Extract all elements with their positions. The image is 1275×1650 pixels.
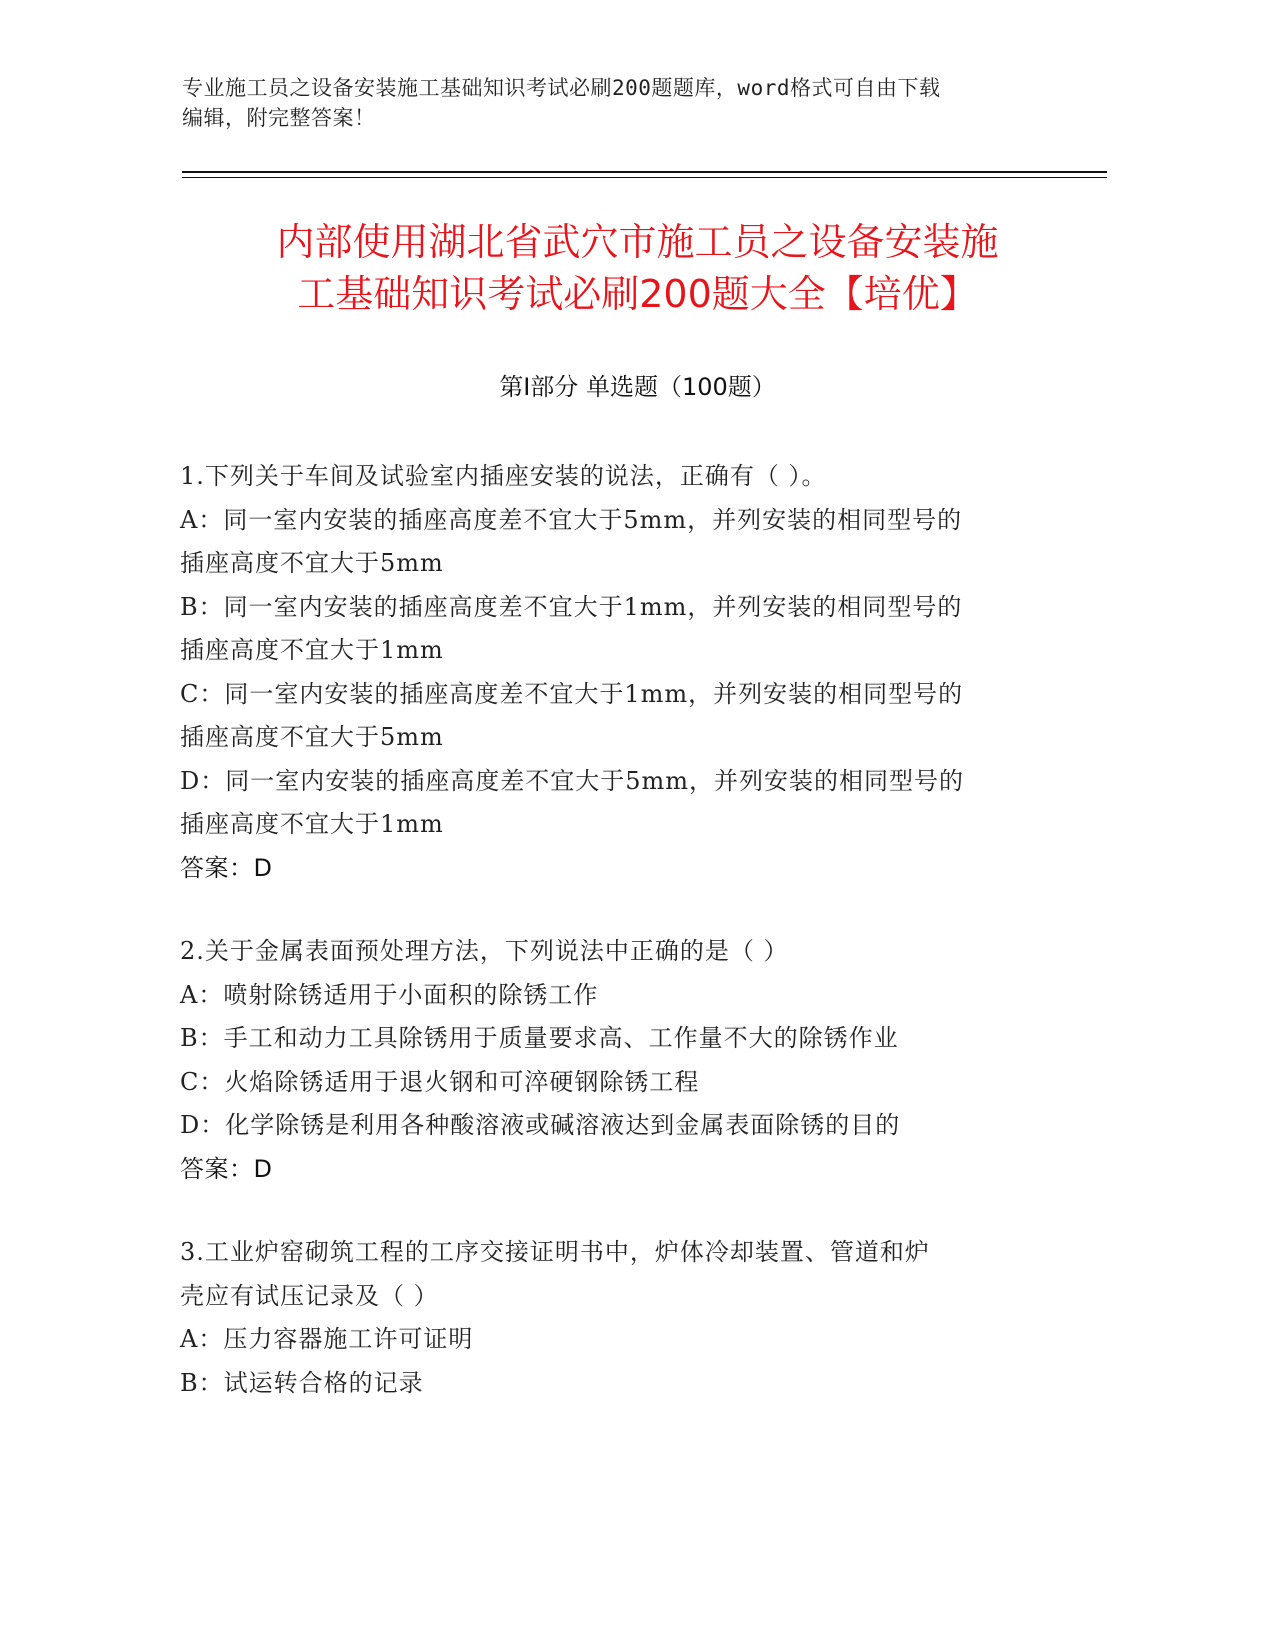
question-2-answer: 答案：D bbox=[180, 1154, 273, 1183]
question-1-answer: 答案：D bbox=[180, 853, 273, 882]
option-line: 插座高度不宜大于1mm bbox=[180, 810, 444, 838]
option-line: 插座高度不宜大于5mm bbox=[180, 549, 444, 577]
option-line: C：同一室内安装的插座高度差不宜大于1mm，并列安装的相同型号的 bbox=[180, 679, 964, 708]
header-note bbox=[182, 73, 1042, 133]
question-2-stem: 2.关于金属表面预处理方法，下列说法中正确的是（ ） bbox=[180, 937, 789, 965]
question-2 bbox=[180, 930, 1040, 1191]
question-3 bbox=[180, 1231, 1040, 1405]
question-3-option-b: B：试运转合格的记录 bbox=[180, 1368, 424, 1397]
question-3-stem-line-2: 壳应有试压记录及（ ） bbox=[180, 1281, 439, 1310]
question-1-option-d bbox=[180, 760, 1040, 847]
question-1-option-a bbox=[180, 499, 1040, 586]
document-title bbox=[182, 216, 1093, 320]
header-note-line-1: 专业施工员之设备安装施工基础知识考试必刷200题题库，word格式可自由下载 bbox=[182, 76, 941, 100]
question-1-stem: 1.下列关于车间及试验室内插座安装的说法，正确有（ ）。 bbox=[180, 462, 827, 490]
option-line: B：同一室内安装的插座高度差不宜大于1mm，并列安装的相同型号的 bbox=[180, 592, 963, 621]
question-3-stem-line-1: 3.工业炉窑砌筑工程的工序交接证明书中，炉体冷却装置、管道和炉 bbox=[180, 1238, 930, 1266]
header-divider-thick bbox=[182, 171, 1107, 173]
document-title-line-2: 工基础知识考试必刷200题大全【培优】 bbox=[297, 272, 978, 316]
document-title-line-1: 内部使用湖北省武穴市施工员之设备安装施 bbox=[276, 220, 999, 264]
question-2-option-a: A：喷射除锈适用于小面积的除锈工作 bbox=[180, 980, 599, 1009]
option-line: A：同一室内安装的插座高度差不宜大于5mm，并列安装的相同型号的 bbox=[180, 505, 963, 534]
question-2-option-b: B：手工和动力工具除锈用于质量要求高、工作量不大的除锈作业 bbox=[180, 1024, 899, 1052]
section-title: 第Ⅰ部分 单选题（100题） bbox=[499, 373, 776, 401]
option-line: D：同一室内安装的插座高度差不宜大于5mm，并列安装的相同型号的 bbox=[180, 766, 965, 795]
question-2-option-c: C：火焰除锈适用于退火钢和可淬硬钢除锈工程 bbox=[180, 1067, 700, 1096]
header-note-line-2: 编辑，附完整答案！ bbox=[182, 106, 376, 130]
option-line: 插座高度不宜大于5mm bbox=[180, 723, 444, 751]
question-1 bbox=[180, 455, 1040, 890]
question-2-option-d: D：化学除锈是利用各种酸溶液或碱溶液达到金属表面除锈的目的 bbox=[180, 1111, 901, 1139]
question-3-option-a: A：压力容器施工许可证明 bbox=[180, 1325, 474, 1353]
option-line: 插座高度不宜大于1mm bbox=[180, 636, 444, 664]
question-1-option-b bbox=[180, 586, 1040, 673]
question-1-option-c bbox=[180, 673, 1040, 760]
question-list bbox=[180, 455, 1040, 1445]
header-divider-thin bbox=[182, 177, 1107, 178]
